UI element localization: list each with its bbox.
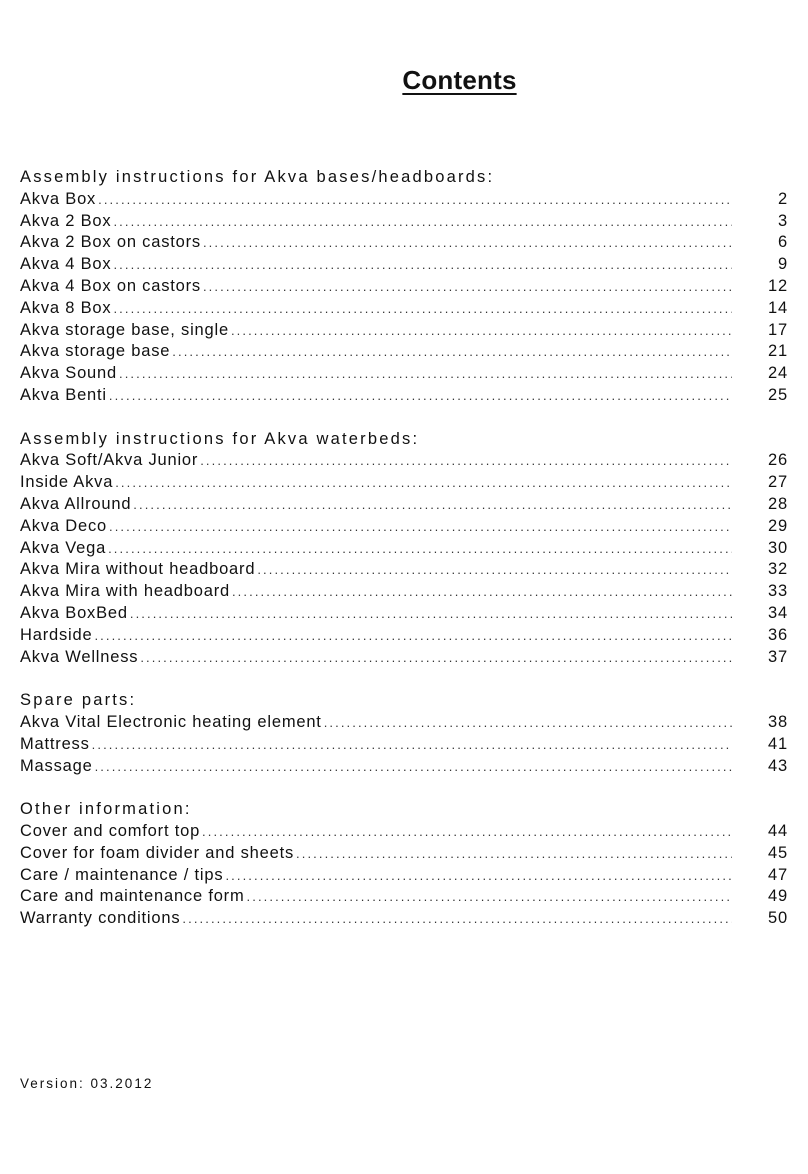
- dot-leader: [225, 865, 732, 887]
- section-heading: Assembly instructions for Akva waterbeds:: [20, 429, 420, 448]
- entry-title: Inside Akva: [20, 473, 114, 492]
- toc-entry: [20, 712, 788, 734]
- toc-entry: [20, 843, 788, 865]
- entry-page-number: 27: [768, 473, 788, 492]
- entry-page-number: 34: [768, 603, 788, 622]
- dot-leader: [92, 734, 732, 756]
- entry-page-number: 30: [768, 538, 788, 557]
- entry-title: Akva Wellness: [20, 647, 139, 666]
- entry-page-number: 38: [768, 712, 788, 731]
- dot-leader: [200, 450, 732, 472]
- toc-entry: [20, 341, 788, 363]
- entry-title: Akva Sound: [20, 364, 117, 383]
- entry-title: Akva Soft/Akva Junior: [20, 451, 199, 470]
- toc-entry: [20, 276, 788, 298]
- version-label: Version: 03.2012: [20, 1076, 154, 1091]
- entry-page-number: 37: [768, 647, 788, 666]
- toc-entry: [20, 756, 788, 778]
- entry-page-number: 25: [768, 385, 788, 404]
- entry-title: Akva Vega: [20, 538, 107, 557]
- entry-page-number: 6: [778, 233, 788, 252]
- dot-leader: [202, 821, 732, 843]
- section-heading: Spare parts:: [20, 691, 137, 710]
- toc-entry: [20, 734, 788, 756]
- toc-entry: [20, 320, 788, 342]
- entry-title: Warranty conditions: [20, 909, 181, 928]
- entry-page-number: 32: [768, 560, 788, 579]
- entry-title: Akva Mira with headboard: [20, 582, 230, 601]
- section-spare-parts: [20, 690, 788, 777]
- toc-entry: [20, 494, 788, 516]
- dot-leader: [108, 538, 732, 560]
- dot-leader: [113, 211, 732, 233]
- entry-title: Care / maintenance / tips: [20, 865, 224, 884]
- dot-leader: [203, 232, 732, 254]
- entry-title: Akva Deco: [20, 516, 107, 535]
- section-waterbeds: [20, 429, 788, 669]
- dot-leader: [182, 908, 732, 930]
- entry-page-number: 36: [768, 625, 788, 644]
- entry-title: Akva Box: [20, 189, 97, 208]
- section-heading: Other information:: [20, 800, 192, 819]
- entry-page-number: 17: [768, 320, 788, 339]
- entry-title: Akva BoxBed: [20, 603, 128, 622]
- toc-entry: [20, 559, 788, 581]
- toc-entry: [20, 516, 788, 538]
- entry-title: Hardside: [20, 625, 93, 644]
- dot-leader: [140, 647, 732, 669]
- toc-entry: [20, 232, 788, 254]
- dot-leader: [133, 494, 732, 516]
- dot-leader: [95, 756, 732, 778]
- entry-page-number: 28: [768, 494, 788, 513]
- entry-page-number: 49: [768, 887, 788, 906]
- dot-leader: [113, 298, 732, 320]
- entry-page-number: 9: [778, 255, 788, 274]
- entry-title: Care and maintenance form: [20, 887, 245, 906]
- entry-title: Akva 2 Box: [20, 211, 112, 230]
- entry-title: Akva Benti: [20, 385, 107, 404]
- entry-page-number: 50: [768, 909, 788, 928]
- dot-leader: [257, 559, 732, 581]
- dot-leader: [119, 363, 732, 385]
- entry-page-number: 26: [768, 451, 788, 470]
- toc-entry: [20, 298, 788, 320]
- entry-page-number: 3: [778, 211, 788, 230]
- entry-title: Mattress: [20, 734, 90, 753]
- entry-title: Akva Allround: [20, 494, 132, 513]
- toc-entry: [20, 472, 788, 494]
- entry-title: Cover for foam divider and sheets: [20, 843, 295, 862]
- entry-page-number: 21: [768, 342, 788, 361]
- toc-entry: [20, 647, 788, 669]
- entry-title: Massage: [20, 756, 93, 775]
- dot-leader: [130, 603, 732, 625]
- entry-title: Akva Mira without headboard: [20, 560, 256, 579]
- dot-leader: [98, 189, 732, 211]
- section-other-information: [20, 799, 788, 930]
- toc-entry: [20, 450, 788, 472]
- entry-title: Akva Vital Electronic heating element: [20, 712, 322, 731]
- toc-entry: [20, 886, 788, 908]
- toc-entry: [20, 625, 788, 647]
- toc-entry: [20, 603, 788, 625]
- entry-page-number: 12: [768, 276, 788, 295]
- dot-leader: [247, 886, 732, 908]
- entry-page-number: 2: [778, 189, 788, 208]
- dot-leader: [232, 581, 732, 603]
- entry-page-number: 33: [768, 582, 788, 601]
- toc-entry: [20, 254, 788, 276]
- section-heading: Assembly instructions for Akva bases/headboards:: [20, 168, 495, 186]
- toc-entry: [20, 189, 788, 211]
- entry-page-number: 24: [768, 364, 788, 383]
- toc-entry: [20, 865, 788, 887]
- entry-page-number: 41: [768, 734, 788, 753]
- toc-entry: [20, 211, 788, 233]
- dot-leader: [115, 472, 732, 494]
- entry-page-number: 14: [768, 298, 788, 317]
- toc-entry: [20, 581, 788, 603]
- dot-leader: [231, 320, 732, 342]
- entry-title: Cover and comfort top: [20, 821, 201, 840]
- dot-leader: [113, 254, 732, 276]
- dot-leader: [94, 625, 732, 647]
- entry-page-number: 29: [768, 516, 788, 535]
- dot-leader: [324, 712, 732, 734]
- entry-page-number: 43: [768, 756, 788, 775]
- toc-entry: [20, 538, 788, 560]
- toc-entry: [20, 385, 788, 407]
- entry-title: Akva 4 Box: [20, 255, 112, 274]
- entry-page-number: 45: [768, 843, 788, 862]
- dot-leader: [172, 341, 732, 363]
- toc-entry: [20, 908, 788, 930]
- table-of-contents: [20, 167, 788, 952]
- toc-entry: [20, 363, 788, 385]
- dot-leader: [109, 385, 732, 407]
- dot-leader: [109, 516, 732, 538]
- page-title: Contents: [402, 65, 517, 96]
- toc-entry: [20, 821, 788, 843]
- entry-title: Akva storage base: [20, 342, 171, 361]
- entry-title: Akva 4 Box on castors: [20, 276, 201, 295]
- entry-page-number: 44: [768, 821, 788, 840]
- section-bases-headboards: [20, 167, 788, 407]
- entry-title: Akva 8 Box: [20, 298, 112, 317]
- dot-leader: [203, 276, 732, 298]
- entry-page-number: 47: [768, 865, 788, 884]
- entry-title: Akva 2 Box on castors: [20, 233, 201, 252]
- entry-title: Akva storage base, single: [20, 320, 229, 339]
- dot-leader: [296, 843, 732, 865]
